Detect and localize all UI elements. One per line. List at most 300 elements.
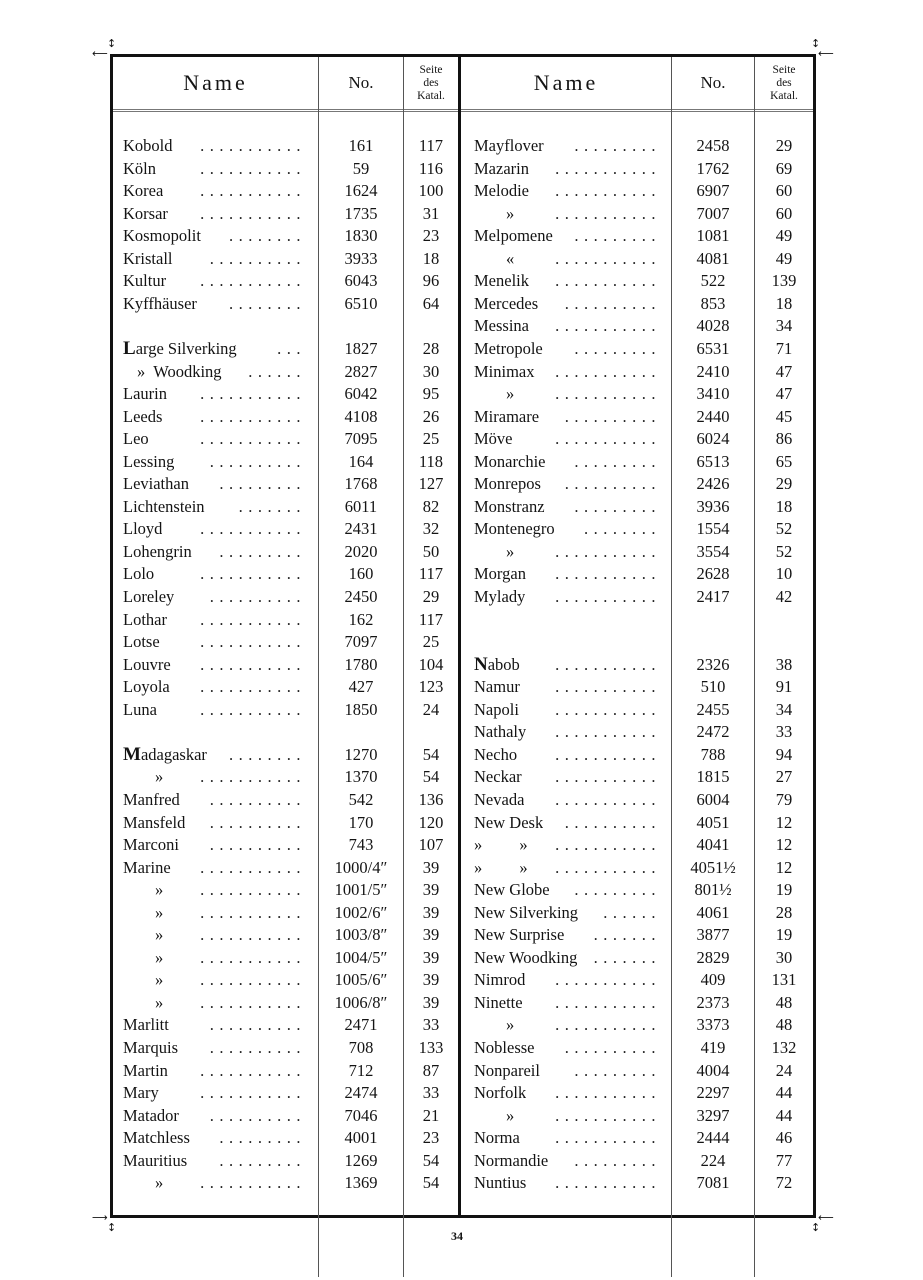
entry-number: 1081 [696,226,730,246]
entry-number: 160 [348,564,374,584]
leader-dots: ........... [555,744,661,764]
entry-number: 7081 [696,1173,730,1193]
table-row [461,180,813,203]
catalog-page: 104 [418,654,444,674]
catalog-page: 19 [775,880,793,900]
section-initial: M [123,743,141,765]
catalog-page: 18 [775,496,793,516]
leader-dots: ........... [200,181,306,201]
table-row [113,609,458,632]
entry-number: 2440 [696,406,730,426]
leader-dots: ....... [593,947,661,967]
entry-name: Mary [123,1083,159,1103]
catalog-page: 33 [422,1015,440,1035]
entry-number: 427 [348,677,374,697]
catalog-page: 69 [775,158,793,178]
leader-dots: ......... [574,226,661,246]
leader-dots: ........... [555,316,661,336]
table-row [113,473,458,496]
table-row [113,947,458,970]
entry-number: 853 [700,293,726,313]
header-seite [404,57,458,109]
leader-dots: ......... [219,541,306,561]
catalog-page: 82 [422,496,440,516]
entry-number: 3373 [696,1015,730,1035]
leader-dots: .......... [209,587,306,606]
leader-dots: ........... [555,677,661,697]
entry-name: » [506,1015,515,1035]
entry-number: 3936 [696,496,730,516]
entry-name: Melodie [474,181,529,201]
leader-dots: ........... [555,789,661,809]
leader-dots: ........... [555,248,661,268]
catalog-page: 54 [422,1150,440,1170]
entry-name: » [506,203,515,223]
entry-number: 1006/8″ [334,992,388,1012]
leader-dots: ......... [574,880,661,900]
entry-number: 2628 [696,564,730,584]
entry-name: Loyola [123,677,170,697]
entry-name: Norfolk [474,1083,527,1103]
entry-name: Louvre [123,654,171,674]
table-row [113,902,458,925]
table-row [113,541,458,564]
entry-name: » [155,947,164,967]
entry-name: Mylady [474,587,526,606]
catalog-page: 25 [422,632,440,652]
entry-number: 2326 [696,654,730,674]
table-row [461,1060,813,1083]
entry-number: 708 [348,1038,374,1057]
entry-number: 4051 [696,812,730,832]
catalog-page: 26 [422,406,440,426]
entry-number: 409 [700,970,726,990]
table-row [461,1150,813,1173]
leader-dots: ........... [200,857,306,877]
catalog-page: 30 [775,947,793,967]
catalog-page: 39 [422,947,440,967]
leader-dots: .......... [209,789,306,809]
table-row [113,1060,458,1083]
entry-name: Matchless [123,1128,190,1148]
entry-name: Lessing [123,451,175,471]
leader-dots: .......... [209,451,306,471]
catalog-page: 72 [775,1173,793,1193]
catalog-page: 96 [422,271,440,291]
entry-number: 6004 [696,789,730,809]
entry-number: 6011 [344,496,378,516]
entry-number: 1000/4″ [334,857,388,877]
entry-number: 6513 [696,451,730,471]
entry-name: Lotse [123,632,160,652]
entry-number: 6907 [696,181,730,201]
entry-number: 2472 [696,722,730,742]
entry-number: 542 [348,789,374,809]
catalog-page: 60 [775,203,793,223]
table-row [113,361,458,384]
catalog-page: 60 [775,181,793,201]
entry-name: Martin [123,1060,168,1080]
entry-name: Marlitt [123,1015,169,1035]
catalog-page: 28 [422,338,440,358]
table-row [113,270,458,293]
catalog-page: 28 [775,902,793,922]
leader-dots: ........... [200,1083,306,1103]
catalog-page: 120 [418,812,444,832]
catalog-page: 116 [418,158,444,178]
entry-name: » [506,384,515,404]
leader-dots: ........... [555,835,661,855]
catalog-page: 39 [422,857,440,877]
entry-number: 2827 [344,361,378,381]
header-seite-line3: Katal. [417,89,445,102]
entry-name: » [155,925,164,945]
leader-dots: ........... [555,541,661,561]
leader-dots: ........... [555,1105,661,1125]
table-row [113,586,458,609]
entry-name: Kultur [123,271,167,291]
table-row [461,1014,813,1037]
catalog-page: 34 [775,699,793,719]
entry-number: 1815 [696,767,730,787]
entry-name: Melpomene [474,226,553,246]
entry-name: New Desk [474,812,544,832]
table-row [113,293,458,316]
catalog-page: 47 [775,361,793,381]
entry-name: Lothar [123,609,167,629]
entry-name: Nonpareil [474,1060,540,1080]
entry-number: 2297 [696,1083,730,1103]
leader-dots: .......... [564,406,661,426]
registration-mark-top-left: ⟵ [92,47,108,60]
registration-mark-top-left-v: ↕ [107,37,117,50]
catalog-page: 46 [775,1128,793,1148]
table-row [461,563,813,586]
entry-name: Neckar [474,767,522,787]
entry-name: Korsar [123,203,168,223]
entry-number: 2458 [696,136,730,155]
table-row [461,496,813,519]
leader-dots: .......... [209,1015,306,1035]
leader-dots: ........... [555,767,661,787]
header-seite-line3: Katal. [770,89,798,102]
catalog-page: 29 [775,136,793,155]
entry-name: » [155,1173,164,1193]
leader-dots: ........... [200,406,306,426]
entry-name: Marquis [123,1038,178,1057]
entry-name: Metropole [474,338,543,358]
entry-name [123,744,207,766]
catalog-page: 12 [775,812,793,832]
catalog-page: 39 [422,925,440,945]
entry-name: New Silverking [474,902,579,922]
entry-number: 6531 [696,338,730,358]
catalog-page: 94 [775,744,793,764]
entry-name: Mercedes [474,293,539,313]
entry-number: 162 [348,609,374,629]
leader-dots: ........ [229,226,306,246]
section-initial: N [474,653,488,675]
page-number: 34 [451,1229,463,1243]
table-row [461,338,813,361]
table-row [461,879,813,902]
catalog-page: 31 [422,203,440,223]
entry-name: Lichtenstein [123,496,205,516]
catalog-page: 65 [775,451,793,471]
entry-name: Mayflover [474,136,544,155]
catalog-page: 117 [418,564,444,584]
table-row [113,518,458,541]
table-row [461,451,813,474]
entry-number: 4028 [696,316,730,336]
table-row [113,879,458,902]
entry-name: Nimrod [474,970,526,990]
entry-number: 522 [700,271,726,291]
leader-dots: .......... [564,474,661,494]
table-row [113,451,458,474]
table-row [461,1037,813,1060]
entry-name: » Woodking [137,361,222,381]
table-row [461,518,813,541]
entry-name: Leviathan [123,474,189,494]
table-row [461,383,813,406]
entry-number: 4004 [696,1060,730,1080]
table-row [113,1150,458,1173]
table-row [113,1014,458,1037]
entry-number: 1370 [344,767,378,787]
entry-number: 1624 [344,181,378,201]
entry-number: 2020 [344,541,378,561]
entry-number: 2373 [696,992,730,1012]
catalog-page: 23 [422,1128,440,1148]
registration-mark-bottom-left: ⟶ [92,1211,108,1224]
leader-dots: .......... [209,1038,306,1057]
entry-name: Napoli [474,699,519,719]
entry-name: New Globe [474,880,550,900]
table-row [113,631,458,654]
entry-name: » [155,992,164,1012]
entry-name: Minimax [474,361,535,381]
leader-dots: ........... [200,203,306,223]
catalog-page: 49 [775,226,793,246]
leader-dots: ........... [200,654,306,674]
entry-number: 2474 [344,1083,378,1103]
catalog-page: 39 [422,880,440,900]
right-table-header [461,57,813,112]
catalog-page: 64 [422,293,440,313]
leader-dots: ......... [219,474,306,494]
entry-number: 2417 [696,587,730,606]
entry-number: 4041 [696,835,730,855]
catalog-page: 32 [422,519,440,539]
header-no: No. [348,73,374,92]
entry-number: 3297 [696,1105,730,1125]
table-row [461,857,813,880]
entry-name: Mansfeld [123,812,186,832]
table-row [461,924,813,947]
catalog-page: 18 [422,248,440,268]
leader-dots: ........ [229,293,306,313]
entry-number: 2444 [696,1128,730,1148]
entry-name: Namur [474,677,520,697]
entry-name-rest: abob [487,654,520,674]
entry-name: Korea [123,181,164,201]
table-row [461,248,813,271]
table-row [461,315,813,338]
entry-number: 1768 [344,474,378,494]
leader-dots: ........... [200,429,306,449]
entry-name: Ninette [474,992,523,1012]
entry-name: » [155,970,164,990]
entry-number: 3410 [696,384,730,404]
entry-number: 1270 [344,744,378,764]
table-row [461,203,813,226]
catalog-page: 12 [775,857,793,877]
entry-name: Kristall [123,248,173,268]
leader-dots: ........... [200,384,306,404]
table-row [461,699,813,722]
header-no: No. [700,73,726,92]
catalog-page: 44 [775,1105,793,1125]
leader-dots: ........... [555,271,661,291]
entry-number: 4001 [344,1128,378,1148]
entry-number: 743 [348,835,374,855]
entry-number: 7046 [344,1105,378,1125]
table-row [461,406,813,429]
entry-name: Laurin [123,384,167,404]
entry-number: 161 [348,136,374,155]
entry-number: 1780 [344,654,378,674]
table-row [113,924,458,947]
leader-dots: ........... [200,158,306,178]
left-table-header [113,57,458,112]
leader-dots: ........... [200,609,306,629]
catalog-page: 48 [775,992,793,1012]
table-row [113,1127,458,1150]
leader-dots: ........... [555,699,661,719]
entry-name: Messina [474,316,529,336]
catalog-page: 123 [418,677,444,697]
table-row [113,812,458,835]
table-row [113,428,458,451]
leader-dots: ........... [200,970,306,990]
leader-dots: ...... [603,902,661,922]
entry-name: Loreley [123,587,175,606]
entry-name: Leo [123,429,149,449]
table-row [113,676,458,699]
table-row [461,766,813,789]
entry-number: 170 [348,812,374,832]
catalog-page: 48 [775,1015,793,1035]
leader-dots: ........... [200,902,306,922]
catalog-page: 38 [775,654,793,674]
table-row [461,1105,813,1128]
entry-number: 1002/6″ [334,902,388,922]
entry-number: 3933 [344,248,378,268]
leader-dots: ........... [200,564,306,584]
catalog-page: 24 [422,699,440,719]
leader-dots: .......... [209,1105,306,1125]
catalog-page: 100 [418,181,444,201]
leader-dots: ....... [593,925,661,945]
entry-name: Lloyd [123,519,163,539]
table-row [113,406,458,429]
registration-mark-bottom-left-v: ↕ [107,1221,117,1234]
table-row [113,1105,458,1128]
table-row [461,428,813,451]
entry-name: Nathaly [474,722,527,742]
table-row [113,744,458,767]
entry-number: 7097 [344,632,378,652]
catalog-page: 107 [418,835,444,855]
entry-number: 2471 [344,1015,378,1035]
registration-mark-bottom-right-v: ↕ [811,1221,821,1234]
entry-number: 1554 [696,519,730,539]
leader-dots: ........... [200,1173,306,1193]
leader-dots: ......... [574,451,661,471]
entry-number: 3877 [696,925,730,945]
registration-mark-bottom-right: ⟵ [818,1211,834,1224]
catalog-page: 54 [422,744,440,764]
entry-number: 2829 [696,947,730,967]
catalog-page: 29 [422,587,440,606]
table-row [113,248,458,271]
table-row [113,225,458,248]
entry-name: Lolo [123,564,155,584]
leader-dots: ........... [200,699,306,719]
header-name: Name [533,70,599,95]
table-row [461,225,813,248]
entry-name: » » [474,857,528,877]
entry-name: Matador [123,1105,179,1125]
entry-number: 1005/6″ [334,970,388,990]
table-row [461,1172,813,1195]
leader-dots: ........... [555,429,661,449]
table-row [461,541,813,564]
catalog-page: 23 [422,226,440,246]
table-row [461,721,813,744]
entry-name: Mauritius [123,1150,188,1170]
table-row [113,857,458,880]
leader-dots: ........... [200,632,306,652]
entry-name: Montenegro [474,519,555,539]
entry-number: 1004/5″ [334,947,388,967]
table-row [461,473,813,496]
leader-dots: ......... [219,1150,306,1170]
catalog-page: 95 [422,384,440,404]
leader-dots: ........... [555,587,661,606]
entry-number: 801½ [694,880,732,900]
table-row [113,834,458,857]
leader-dots: .......... [564,812,661,832]
table-row [461,969,813,992]
catalog-page: 25 [422,429,440,449]
leader-dots: ........... [200,880,306,900]
table-row [113,1172,458,1195]
table-row [113,1037,458,1060]
leader-dots: ........... [200,677,306,697]
catalog-page: 50 [422,541,440,561]
section-initial: L [123,337,136,359]
entry-number: 2431 [344,519,378,539]
entry-name: Luna [123,699,157,719]
leader-dots: ........... [555,564,661,584]
table-row [461,744,813,767]
leader-dots: ........... [200,271,306,291]
registration-mark-top-right-v: ↕ [811,37,821,50]
catalog-page: 132 [771,1038,797,1057]
left-table [113,57,458,1215]
